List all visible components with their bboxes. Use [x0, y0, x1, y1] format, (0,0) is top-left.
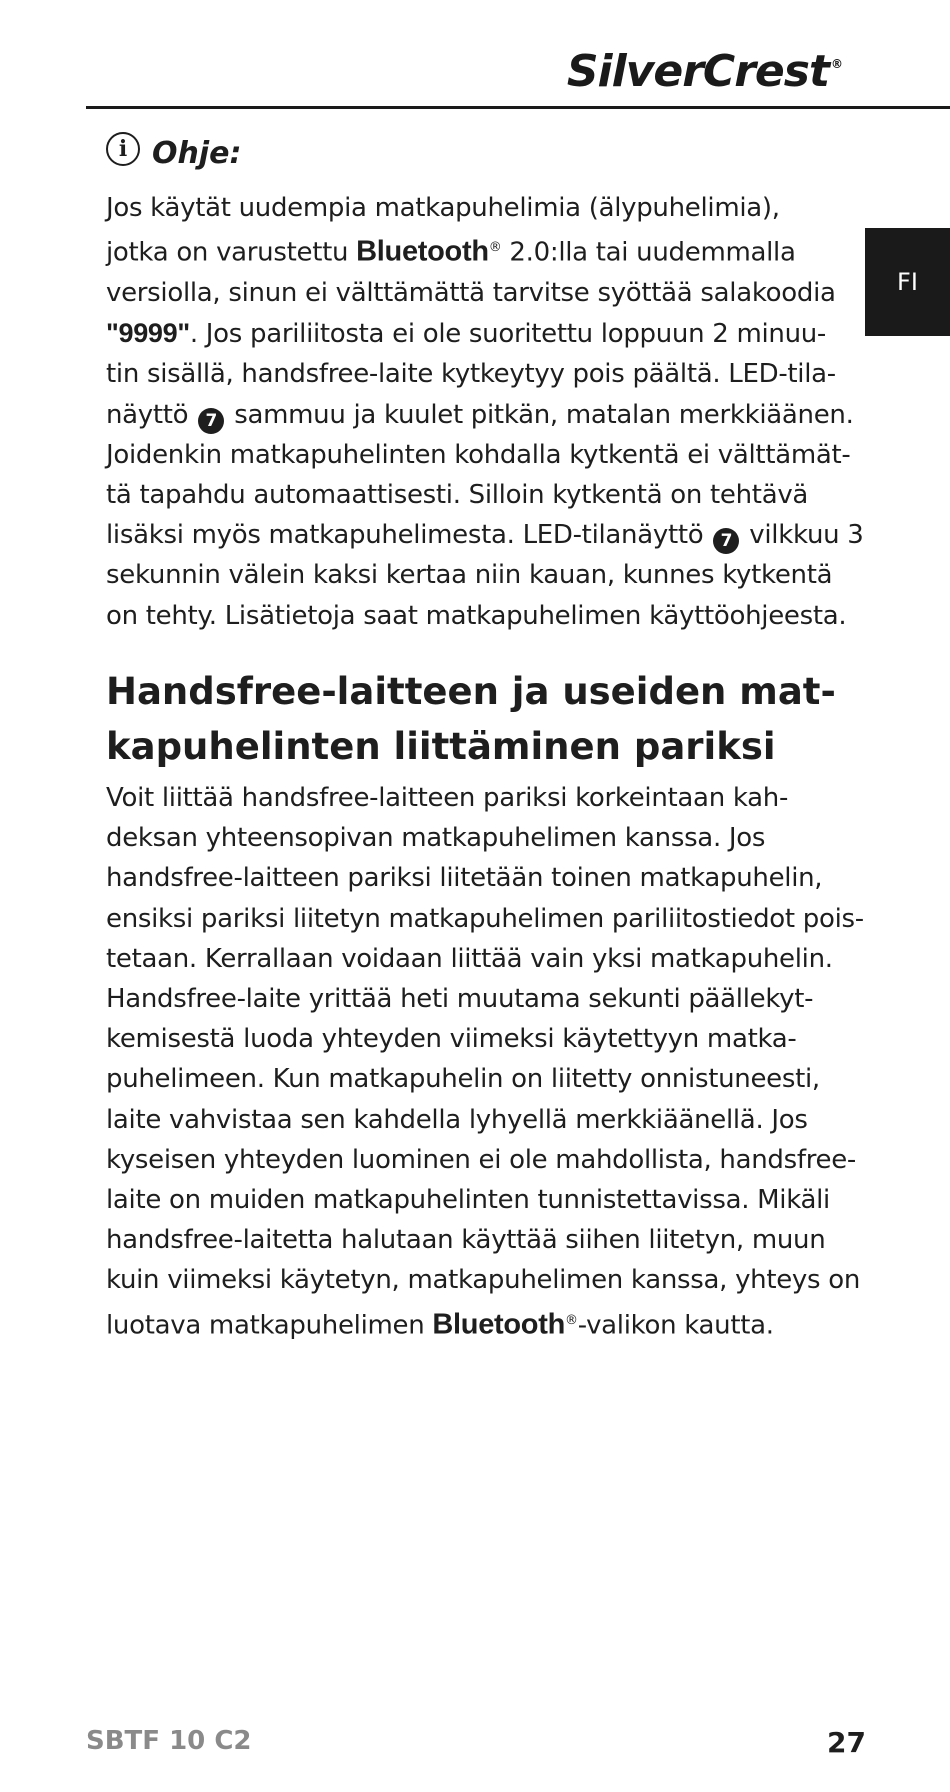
section-line: kuin viimeksi käytetyn, matkapuhelimen kanssa, yhteys on: [106, 1265, 861, 1296]
section-line: tetaan. Kerrallaan voidaan liittää vain yksi matkapuhelin.: [106, 943, 833, 974]
section-title-line: kapuhelinten liittäminen pariksi: [106, 725, 776, 768]
registered-mark: ®: [565, 1312, 578, 1328]
section-line: laite vahvistaa sen kahdella lyhyellä merkkiäänellä. Jos: [106, 1104, 808, 1135]
note-line: näyttö 7 sammuu ja kuulet pitkän, matalan merkkiäänen.: [106, 395, 846, 435]
section-line: deksan yhteensopivan matkapuhelimen kanssa. Jos: [106, 823, 766, 854]
info-icon-glyph: i: [118, 135, 128, 162]
note-line: jotka on varustettu Bluetooth® 2.0:lla tai uudemmalla: [106, 235, 796, 268]
info-icon: [106, 132, 140, 166]
language-tab: [865, 228, 950, 336]
note-title: Ohje:: [152, 136, 242, 171]
section-line: kemisestä luoda yhteyden viimeksi käytettyyn matka-: [106, 1024, 797, 1055]
note-line: lisäksi myös matkapuhelimesta. LED-tilanäyttö 7 vilkkuu 3: [106, 515, 846, 555]
footer-model: SBTF 10 C2: [86, 1726, 252, 1756]
note-line: Joidenkin matkapuhelinten kohdalla kytkentä ei välttämät-: [106, 439, 851, 470]
section-body: [106, 778, 864, 1346]
led-reference-badge: 7: [713, 528, 739, 554]
brand-name: SilverCrest: [566, 46, 829, 97]
note-heading: [106, 126, 242, 171]
bluetooth-wordmark: Bluetooth: [356, 235, 489, 268]
brand-registered-mark: ®: [831, 57, 842, 71]
section-line: ensiksi pariksi liitetyn matkapuhelimen pariliitostiedot pois-: [106, 903, 864, 934]
section-title-line: Handsfree-laitteen ja useiden mat-: [106, 670, 836, 713]
note-line: tin sisällä, handsfree-laite kytkeytyy pois päältä. LED-tila-: [106, 359, 836, 390]
section-line: laite on muiden matkapuhelinten tunnistettavissa. Mikäli: [106, 1185, 830, 1216]
section-line: handsfree-laitetta halutaan käyttää siihen liitetyn, muun: [106, 1225, 826, 1256]
page-number: 27: [827, 1726, 866, 1759]
note-line: versiolla, sinun ei välttämättä tarvitse syöttää salakoodia: [106, 278, 836, 309]
section-title: [106, 664, 866, 774]
header-rule: [86, 106, 950, 109]
section-line: kyseisen yhteyden luominen ei ole mahdollista, handsfree-: [106, 1144, 857, 1175]
registered-mark: ®: [488, 240, 502, 256]
language-tab-label: FI: [897, 268, 918, 296]
pin-code: "9999": [106, 318, 190, 349]
note-line: tä tapahdu automaattisesti. Silloin kytkentä on tehtävä: [106, 480, 809, 511]
section-line: puhelimeen. Kun matkapuhelin on liitetty onnistuneesti,: [106, 1064, 820, 1095]
bluetooth-wordmark: Bluetooth: [432, 1308, 565, 1341]
brand-logo: [566, 46, 842, 97]
section-line: Voit liittää handsfree-laitteen pariksi korkeintaan kah-: [106, 783, 789, 813]
note-line: on tehty. Lisätietoja saat matkapuhelimen käyttöohjeesta.: [106, 600, 847, 631]
section-line: luotava matkapuhelimen Bluetooth®-valikon kautta.: [106, 1308, 774, 1341]
section-line: Handsfree-laite yrittää heti muutama sekunti päällekyt-: [106, 984, 814, 1015]
section-line: handsfree-laitteen pariksi liitetään toinen matkapuhelin,: [106, 863, 823, 894]
note-body: [106, 188, 864, 636]
note-line: sekunnin välein kaksi kertaa niin kauan, kunnes kytkentä: [106, 560, 833, 591]
led-reference-badge: 7: [198, 408, 224, 434]
note-line: "9999". Jos pariliitosta ei ole suoritettu loppuun 2 minuu-: [106, 318, 827, 350]
note-line: Jos käytät uudempia matkapuhelimia (älypuhelimia),: [106, 193, 780, 223]
